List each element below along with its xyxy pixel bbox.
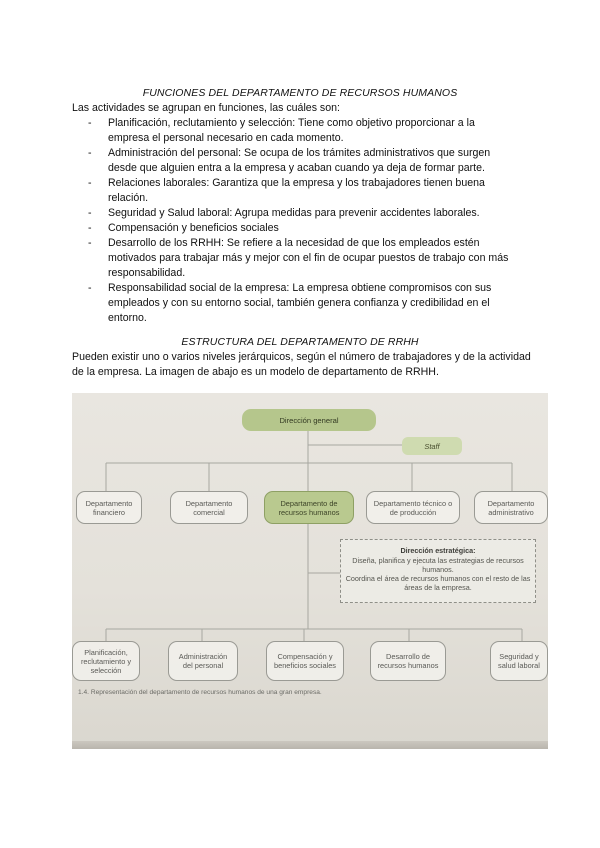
- list-item: - Responsabilidad social de la empresa: La empresa obtiene compromisos con sus empleados y con su entorno social, también genera confianza y credibilidad en el entorno.: [88, 281, 518, 326]
- list-item: - Planificación, reclutamiento y selección: Tiene como objetivo proporcionar a la empresa el personal necesario en cada momento.: [88, 116, 518, 146]
- structure-text: Pueden existir uno o varios niveles jerárquicos, según el número de trabajadores y de la actividad de la empresa. La imagen de abajo es un modelo de departamento de RRHH.: [72, 351, 531, 378]
- subunit-box: Compensación y beneficios sociales: [266, 641, 344, 681]
- list-item: - Relaciones laborales: Garantiza que la empresa y los trabajadores tienen buena relación.: [88, 176, 518, 206]
- figure-caption: 1.4. Representación del departamento de recursos humanos de una gran empresa.: [78, 689, 322, 696]
- dept-box-rrhh: Departamento de recursos humanos: [264, 491, 354, 524]
- subunit-box: Administración del personal: [168, 641, 238, 681]
- dept-box: Departamento comercial: [170, 491, 248, 524]
- subunit-box: Seguridad y salud laboral: [490, 641, 548, 681]
- heading-functions: FUNCIONES DEL DEPARTAMENTO DE RECURSOS HUMANOS: [142, 87, 458, 99]
- strategic-line: Coordina el área de recursos humanos con el resto de las áreas de la empresa.: [345, 574, 531, 592]
- functions-list: [88, 116, 518, 326]
- list-item: - Compensación y beneficios sociales: [88, 221, 518, 236]
- photo-bottom-edge: [72, 741, 548, 749]
- strategic-direction-box: [340, 539, 536, 603]
- dept-box: Departamento administrativo: [474, 491, 548, 524]
- list-item: - Desarrollo de los RRHH: Se refiere a la necesidad de que los empleados estén motivados para trabajar más y mejor con el fin de ocupar puestos de trabajo con más responsabilidad.: [88, 236, 518, 281]
- heading-structure: ESTRUCTURA DEL DEPARTAMENTO DE RRHH: [181, 336, 419, 348]
- subunit-box: Desarrollo de recursos humanos: [370, 641, 446, 681]
- dept-box: Departamento financiero: [76, 491, 142, 524]
- list-item: - Seguridad y Salud laboral: Agrupa medidas para prevenir accidentes laborales.: [88, 206, 518, 221]
- strategic-title: Dirección estratégica:: [400, 546, 476, 555]
- intro-text: Las actividades se agrupan en funciones, las cuáles son:: [72, 102, 340, 114]
- staff-box: Staff: [402, 437, 462, 455]
- org-chart-photo: [72, 393, 548, 749]
- list-item: - Administración del personal: Se ocupa de los trámites administrativos que surgen desde que alguien entra a la empresa y acaban cuando ya deja de formar parte.: [88, 146, 518, 176]
- subunit-box: Planificación, reclutamiento y selección: [72, 641, 140, 681]
- dept-box: Departamento técnico o de producción: [366, 491, 460, 524]
- top-box: Dirección general: [242, 409, 376, 431]
- strategic-line: Diseña, planifica y ejecuta las estrategias de recursos humanos.: [352, 556, 524, 574]
